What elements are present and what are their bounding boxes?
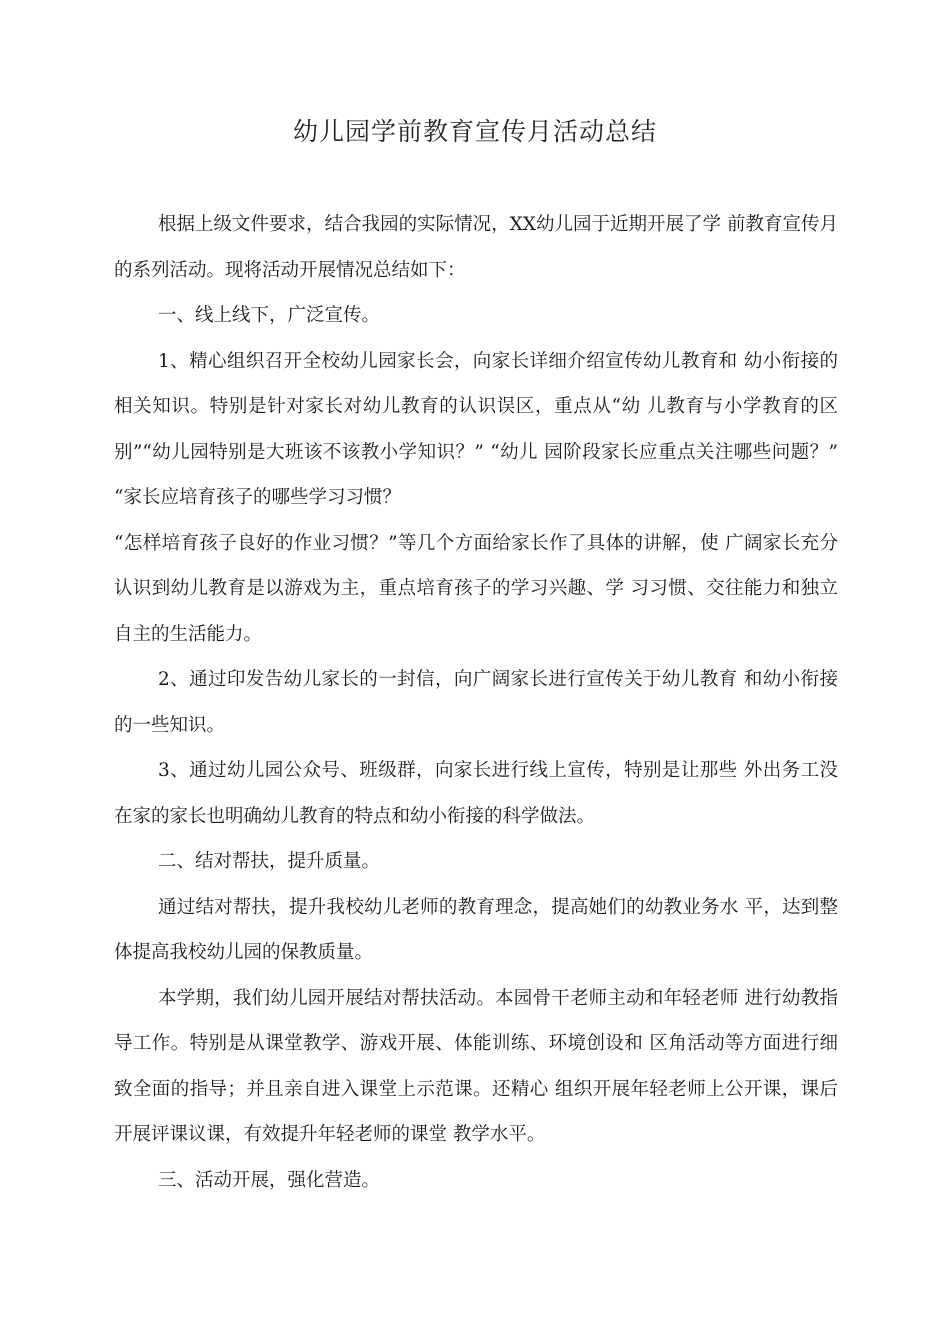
heading-section-1: 一、线上线下，广泛宣传。 [158, 305, 381, 326]
heading-section-2: 二、结对帮扶，提升质量。 [158, 851, 381, 872]
paragraph-item-1-continued: “怎样培育孩子良好的作业习惯？”等几个方面给家长作了具体的讲解，使 广阔家长充分认识到幼儿教育是以游戏为主，重点培育孩子的学习兴趣、学 习习惯、交往能力和独立自主的生活能力。 [114, 532, 838, 645]
paragraph-intro: 根据上级文件要求，结合我园的实际情况，XX幼儿园于近期开展了学 前教育宣传月的系列活动。现将活动开展情况总结如下： [114, 214, 838, 281]
document-title: 幼儿园学前教育宣传月活动总结 [292, 117, 657, 146]
paragraph-item-3: 3、通过幼儿园公众号、班级群，向家长进行线上宣传，特别是让那些 外出务工没在家的家长也明确幼儿教育的特点和幼小衔接的科学做法。 [114, 760, 838, 827]
paragraph-pairing-goal: 通过结对帮扶，提升我校幼儿老师的教育理念，提高她们的幼教业务水 平，达到整体提高我校幼儿园的保教质量。 [114, 896, 838, 963]
heading-section-3: 三、活动开展，强化营造。 [158, 1169, 381, 1191]
paragraph-pairing-details: 本学期，我们幼儿园开展结对帮扶活动。本园骨干老师主动和年轻老师 进行幼教指导工作。特别是从课堂教学、游戏开展、体能训练、环境创设和 区角活动等方面进行细致全面的指导；并且亲自进入课堂上示范课。还精心 组织开展年轻老师上公开课，课后开展评课议课，有效提升年轻老师的课堂 教学水平。 [114, 987, 838, 1145]
paragraph-item-1: 1、精心组织召开全校幼儿园家长会，向家长详细介绍宣传幼儿教育和 幼小衔接的相关知识。特别是针对家长对幼儿教育的认识误区，重点从“幼 儿教育与小学教育的区别”“幼儿园特别是大班该不该教小学知识？” “幼儿 园阶段家长应重点关注哪些问题？” “家长应培育孩子的哪些学习习惯？ [114, 350, 838, 508]
document-body [114, 202, 838, 1203]
paragraph-item-2: 2、通过印发告幼儿家长的一封信，向广阔家长进行宣传关于幼儿教育 和幼小衔接的一些知识。 [114, 669, 838, 736]
